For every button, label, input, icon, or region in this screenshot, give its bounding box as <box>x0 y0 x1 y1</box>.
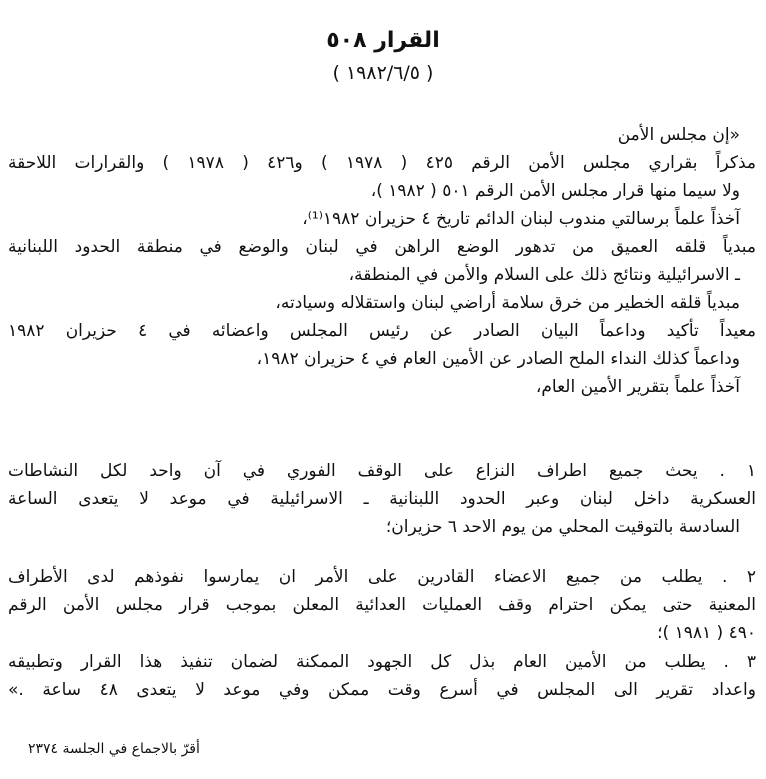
text-line: ٣ . يطلب من الأمين العام بذل كل الجهود الممكنة لضمان تنفيذ هذا القرار وتطبيقه <box>8 652 756 672</box>
resolution-title: القرار ٥٠٨ <box>326 28 440 53</box>
text-line: العسكرية داخل لبنان وعبر الحدود اللبنانية ـ الاسرائيلية في موعد لا يتعدى الساعة <box>8 489 756 509</box>
text-line: مذكراً بقراري مجلس الأمن الرقم ٤٢٥ ( ١٩٧٨ ) و٤٢٦ ( ١٩٧٨ ) والقرارات اللاحقة <box>8 153 756 173</box>
text-line: ٤٩٠ ( ١٩٨١ )؛ <box>657 623 756 643</box>
text-line: «إن مجلس الأمن <box>617 125 740 145</box>
text-line: ٢ . يطلب من جميع الاعضاء القادرين على الأمر ان يمارسوا نفوذهم لدى الأطراف <box>8 567 756 587</box>
text-line: السادسة بالتوقيت المحلي من يوم الاحد ٦ حزيران؛ <box>385 517 740 537</box>
resolution-date: ( ١٩٨٢/٦/٥ ) <box>332 62 434 84</box>
text-line: آخذاً علماً برسالتي مندوب لبنان الدائم تاريخ ٤ حزيران ١٩٨٢⁽¹⁾، <box>302 209 740 229</box>
text-line: ـ الاسرائيلية ونتائج ذلك على السلام والأمن في المنطقة، <box>348 265 740 285</box>
text-line: معيداً تأكيد وداعماً البيان الصادر عن رئيس المجلس واعضائه في ٤ حزيران ١٩٨٢ <box>8 321 756 341</box>
text-line: المعنية حتى يمكن احترام وقف العمليات العدائية المعلن بموجب قرار مجلس الأمن الرقم <box>8 595 756 615</box>
adoption-note: أقرّ بالاجماع في الجلسة ٢٣٧٤ <box>28 741 200 757</box>
text-line: وداعماً كذلك النداء الملح الصادر عن الأمين العام في ٤ حزيران ١٩٨٢، <box>256 349 740 369</box>
text-line: ١ . يحث جميع اطراف النزاع على الوقف الفوري في آن واحد لكل النشاطات <box>8 461 756 481</box>
text-line: مبدياً قلقه العميق من تدهور الوضع الراهن في لبنان والوضع في منطقة الحدود اللبنانية <box>8 237 756 257</box>
text-line: آخذاً علماً بتقرير الأمين العام، <box>535 377 740 397</box>
text-line: ولا سيما منها قرار مجلس الأمن الرقم ٥٠١ ( ١٩٨٢ )، <box>370 181 740 201</box>
text-line: واعداد تقرير الى المجلس في أسرع وقت ممكن وفي موعد لا يتعدى ٤٨ ساعة .» <box>8 680 756 700</box>
text-line: مبدياً قلقه الخطير من خرق سلامة أراضي لبنان واستقلاله وسيادته، <box>275 293 740 313</box>
